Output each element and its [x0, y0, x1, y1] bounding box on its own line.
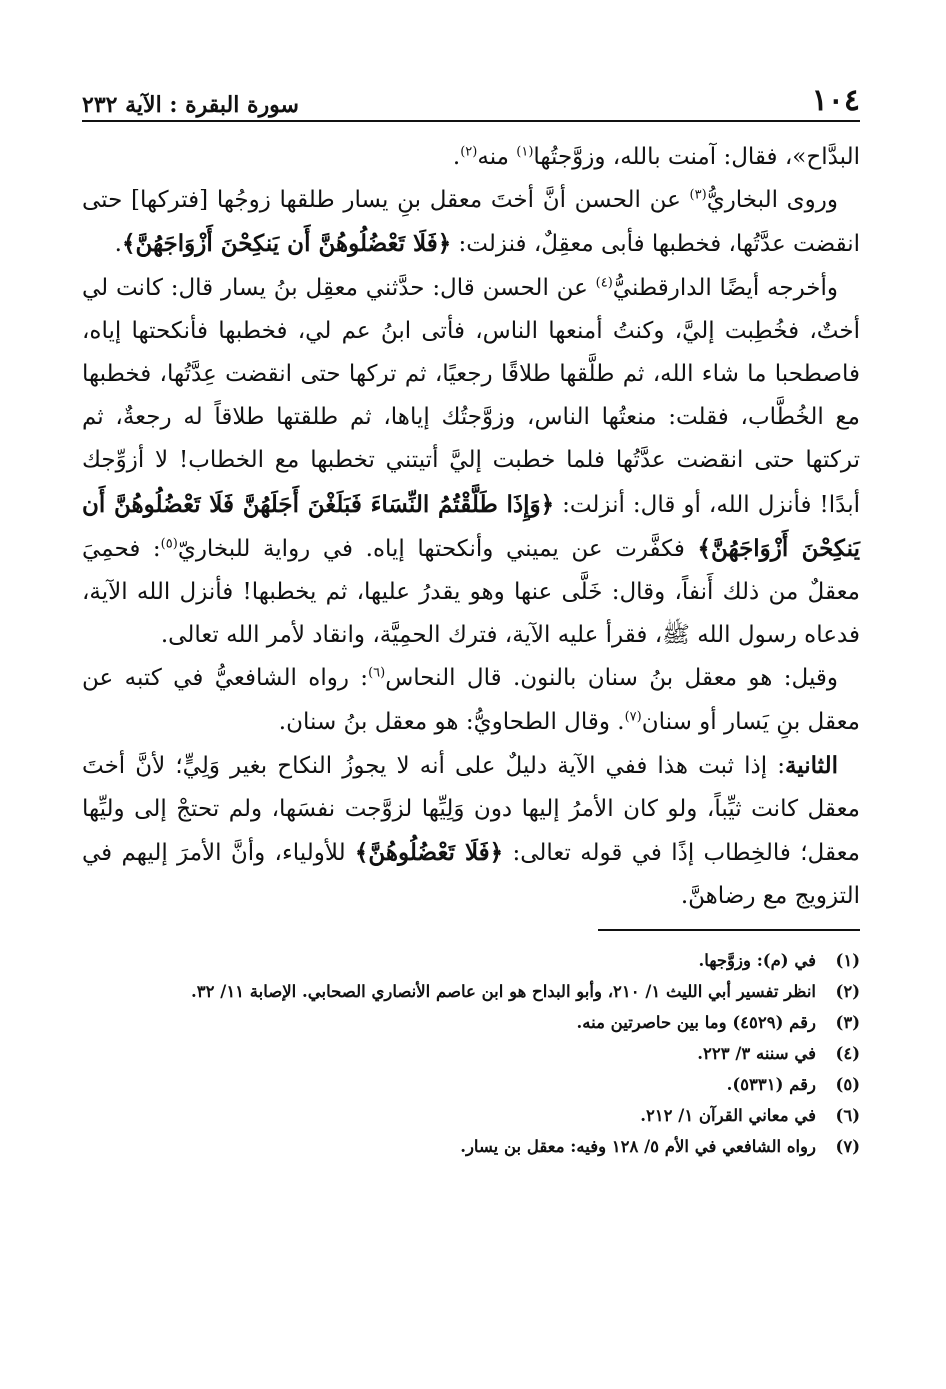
footnote-marker: (٥) — [160, 536, 178, 552]
footnote-marker: (٤) — [595, 274, 613, 290]
quran-verse: ﴿وَإِذَا طَلَّقْتُمُ النِّسَاءَ فَبَلَغْنَ أَجَلَهُنَّ فَلَا تَعْضُلُوهُنَّ أَن يَنكِحْنَ أَزْوَاجَهُنَّ﴾ — [82, 490, 860, 562]
footnote-marker: (١) — [516, 144, 534, 160]
footnote-number: (٢) — [835, 981, 860, 1001]
page-header — [82, 70, 860, 122]
footnote-number: (٥) — [835, 1074, 860, 1094]
text-run: للأولياء، وأنَّ الأمرَ إليهم في التزويج مع رضاهنَّ. — [82, 840, 860, 910]
footnotes-list — [82, 945, 860, 1162]
text-run: : إذا ثبت هذا ففي الآية دليلٌ على أنه لا يجوزُ النكاح بغير وَلِيٍّ؛ لأنَّ أختَ معقل كانت ثيِّباً، ولو كان الأمرُ إليها دون وَلِيِّها لزوَّجت نفسَها، ولم تحتجْ إلى وليِّها معقل؛ فالخِطاب إذًا في قوله تعالى: — [82, 752, 860, 867]
text-run: وقيل: هو معقل بنُ سنان بالنون. قال النحاس — [385, 665, 839, 692]
footnote-marker: (٣) — [689, 187, 707, 203]
footnote-text: رواه الشافعي في الأم ٥/ ١٢٨ وفيه: معقل بن يسار. — [460, 1136, 816, 1156]
paragraph — [82, 657, 860, 743]
footnote — [82, 1100, 860, 1131]
footnote-number: (٧) — [835, 1136, 860, 1156]
footnote-text: رقم (٤٥٢٩) وما بين حاصرتين منه. — [576, 1012, 816, 1032]
footnote-text: رقم (٥٣٣١). — [726, 1074, 816, 1094]
footnote-text: انظر تفسير أبي الليث ١/ ٢١٠، وأبو البداح هو ابن عاصم الأنصاري الصحابي. الإصابة ١١/ ٣٢. — [191, 981, 816, 1001]
text-run: . وقال الطحاويُّ: هو معقل بنُ سنان. — [278, 708, 625, 735]
paragraph — [82, 136, 860, 179]
text-run: البدَّاح»، فقال: آمنت بالله، وزوَّجتُها — [533, 144, 860, 170]
paragraph — [82, 267, 860, 658]
footnote-marker: (٧) — [624, 708, 642, 724]
footnote-text: في (م): وزوَّجها. — [698, 950, 816, 970]
footnote-text: في معاني القرآن ١/ ٢١٢. — [640, 1105, 816, 1125]
page-number: ١٠٤ — [811, 83, 860, 118]
footnote-marker: (٢) — [460, 144, 478, 160]
footnote — [82, 1038, 860, 1069]
book-page — [82, 70, 860, 1162]
section-label: الثانية — [784, 751, 838, 779]
footnote — [82, 1069, 860, 1100]
text-run: : فحمِيَ معقلٌ من ذلك أَنفاً، وقال: خَلَّى عنها وهو يقدرُ عليها، ثم يخطبها! فأنزل الله الآية، فدعاه رسول الله ﷺ، فقرأ عليه الآية، فترك الحمِيَّة، وانقاد لأمر الله تعالى. — [82, 535, 860, 649]
quran-verse: ﴿فَلَا تَعْضُلُوهُنَّ أَن يَنكِحْنَ أَزْوَاجَهُنَّ﴾ — [121, 230, 452, 258]
footnote-text: في سننه ٣/ ٢٢٣. — [697, 1043, 816, 1063]
footnote — [82, 976, 860, 1007]
text-run: . — [114, 231, 122, 258]
footnote — [82, 1007, 860, 1038]
text-run: . — [452, 144, 461, 170]
footnote-number: (١) — [835, 950, 860, 970]
footnote-number: (٦) — [835, 1105, 860, 1125]
main-text — [82, 136, 860, 919]
footnote-number: (٤) — [835, 1043, 860, 1063]
text-run: فكفَّرت عن يميني وأنكحتها إياه. في رواية للبخاريّ — [177, 535, 698, 562]
running-title: سورة البقرة : الآية ٢٣٢ — [82, 92, 299, 118]
footnote-number: (٣) — [835, 1012, 860, 1032]
footnote-separator — [598, 929, 860, 931]
footnote — [82, 945, 860, 976]
text-run: وأخرجه أيضًا الدارقطنيُّ — [612, 274, 838, 301]
text-run: عن الحسن أنَّ أختَ معقل بنِ يسار طلقها زوجُها [فتركها] حتى انقضت عدَّتُها، فخطبها فأبى معقِلٌ، فنزلت: — [82, 187, 860, 258]
footnote-marker: (٦) — [368, 665, 386, 681]
paragraph — [82, 179, 860, 266]
quran-verse: ﴿فَلَا تَعْضُلُوهُنَّ﴾ — [354, 839, 504, 867]
text-run: منه — [477, 144, 517, 170]
text-run: وروى البخاريُّ — [706, 187, 838, 214]
paragraph — [82, 744, 860, 919]
footnote — [82, 1131, 860, 1162]
text-run: عن الحسن قال: حدَّثني معقِل بنُ يسار قال: كانت لي أختٌ، فخُطِبت إليَّ، وكنتُ أمنعها الناس، فأتى ابنُ عم لي، فخطبها فأنكحتها إياه، فاصطحبا ما شاء الله، ثم طلَّقها طلاقًا رجعيًا، ثم تركها حتى انقضت عِدَّتُها، فخطبها مع الخُطَّاب، فقلت: منعتُها الناس، وزوَّجتُك إياها، ثم طلقتها طلاقاً له رجعةٌ، ثم تركتها حتى انقضت عدَّتُها فلما خطبت إليَّ أتيتني تخطبها مع الخطاب! لا أزوِّجك أبدًا! فأنزل الله، أو قال: أنزلت: — [82, 274, 861, 518]
text-run: : رواه الشافعيُّ في كتبه عن معقل بنِ يَسار أو سنان — [82, 665, 860, 735]
